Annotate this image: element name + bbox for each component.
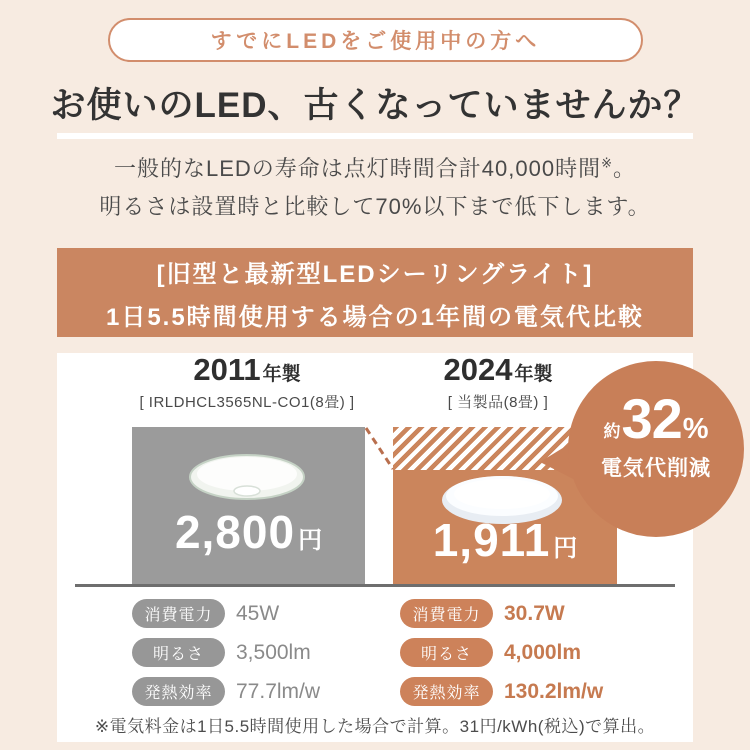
footnote: ※電気料金は1日5.5時間使用した場合で計算。31円/kWh(税込)で算出。 (94, 717, 656, 736)
top-banner-label: すでにLEDをご使用中の方へ (210, 30, 541, 53)
product-2011-header (102, 352, 392, 412)
savings-badge (568, 361, 744, 537)
product-2024-year-suffix: 年製 (514, 364, 553, 385)
product-2011-year-suffix: 年製 (262, 364, 301, 385)
price-2011 (132, 505, 365, 559)
ceiling-light-2011-image (187, 453, 307, 505)
savings-badge-unit: % (682, 412, 709, 445)
comparison-header-line1: [旧型と最新型LEDシーリングライト] (156, 260, 594, 288)
product-2011-year (102, 352, 392, 388)
spec-row-2024-efficiency (400, 677, 603, 706)
spec-label-pill: 明るさ (400, 638, 493, 667)
intro-line1-period: 。 (612, 156, 636, 181)
spec-value: 130.2lm/w (504, 679, 604, 703)
spec-row-2024-power (400, 599, 565, 628)
spec-value: 77.7lm/w (236, 679, 321, 703)
chart-baseline (75, 584, 675, 587)
product-2024-model: [ 当製品(8畳) ] (447, 394, 549, 411)
spec-value: 4,000lm (504, 640, 582, 664)
spec-label-pill: 明るさ (132, 638, 225, 667)
intro-line1-text: 一般的なLEDの寿命は点灯時間合計40,000時間 (113, 156, 602, 181)
spec-value: 30.7W (504, 601, 565, 625)
cost-bar-2011 (132, 427, 365, 585)
spec-value: 45W (236, 601, 280, 625)
heading-underline (57, 133, 693, 139)
savings-badge-percent-row (603, 386, 709, 450)
spec-label-pill: 消費電力 (132, 599, 225, 628)
price-2024-value: 1,911 (432, 514, 551, 566)
spec-label-pill: 消費電力 (400, 599, 493, 628)
spec-value: 3,500lm (236, 640, 311, 664)
savings-badge-label: 電気代削減 (601, 456, 711, 480)
intro-line-1 (0, 152, 750, 183)
price-2011-unit: 円 (298, 527, 323, 554)
product-2011-year-number: 2011 (193, 352, 261, 387)
spec-row-2011-efficiency (132, 677, 320, 706)
spec-label-pill: 発熱効率 (132, 677, 225, 706)
comparison-header-line2: 1日5.5時間使用する場合の1年間の電気代比較 (105, 303, 645, 331)
savings-badge-approx: 約 (603, 421, 621, 441)
spec-label-pill: 発熱効率 (400, 677, 493, 706)
spec-row-2011-brightness (132, 638, 311, 667)
top-banner-pill (108, 18, 643, 62)
spec-row-2011-power (132, 599, 279, 628)
price-2024-unit: 円 (553, 535, 578, 562)
intro-line-2: 明るさは設置時と比較して70%以下まで低下します。 (99, 194, 651, 219)
product-2024-year (373, 352, 623, 388)
intro-note-mark: ※ (601, 155, 613, 171)
comparison-header (57, 248, 693, 337)
product-2011-model: [ IRLDHCL3565NL-CO1(8畳) ] (139, 394, 355, 411)
spec-row-2024-brightness (400, 638, 581, 667)
savings-badge-value: 32 (621, 386, 682, 450)
price-2011-value: 2,800 (174, 506, 296, 558)
page-title: お使いのLED、古くなっていませんか？ (50, 86, 700, 125)
price-2024 (393, 513, 617, 567)
product-2024-year-number: 2024 (443, 352, 513, 387)
